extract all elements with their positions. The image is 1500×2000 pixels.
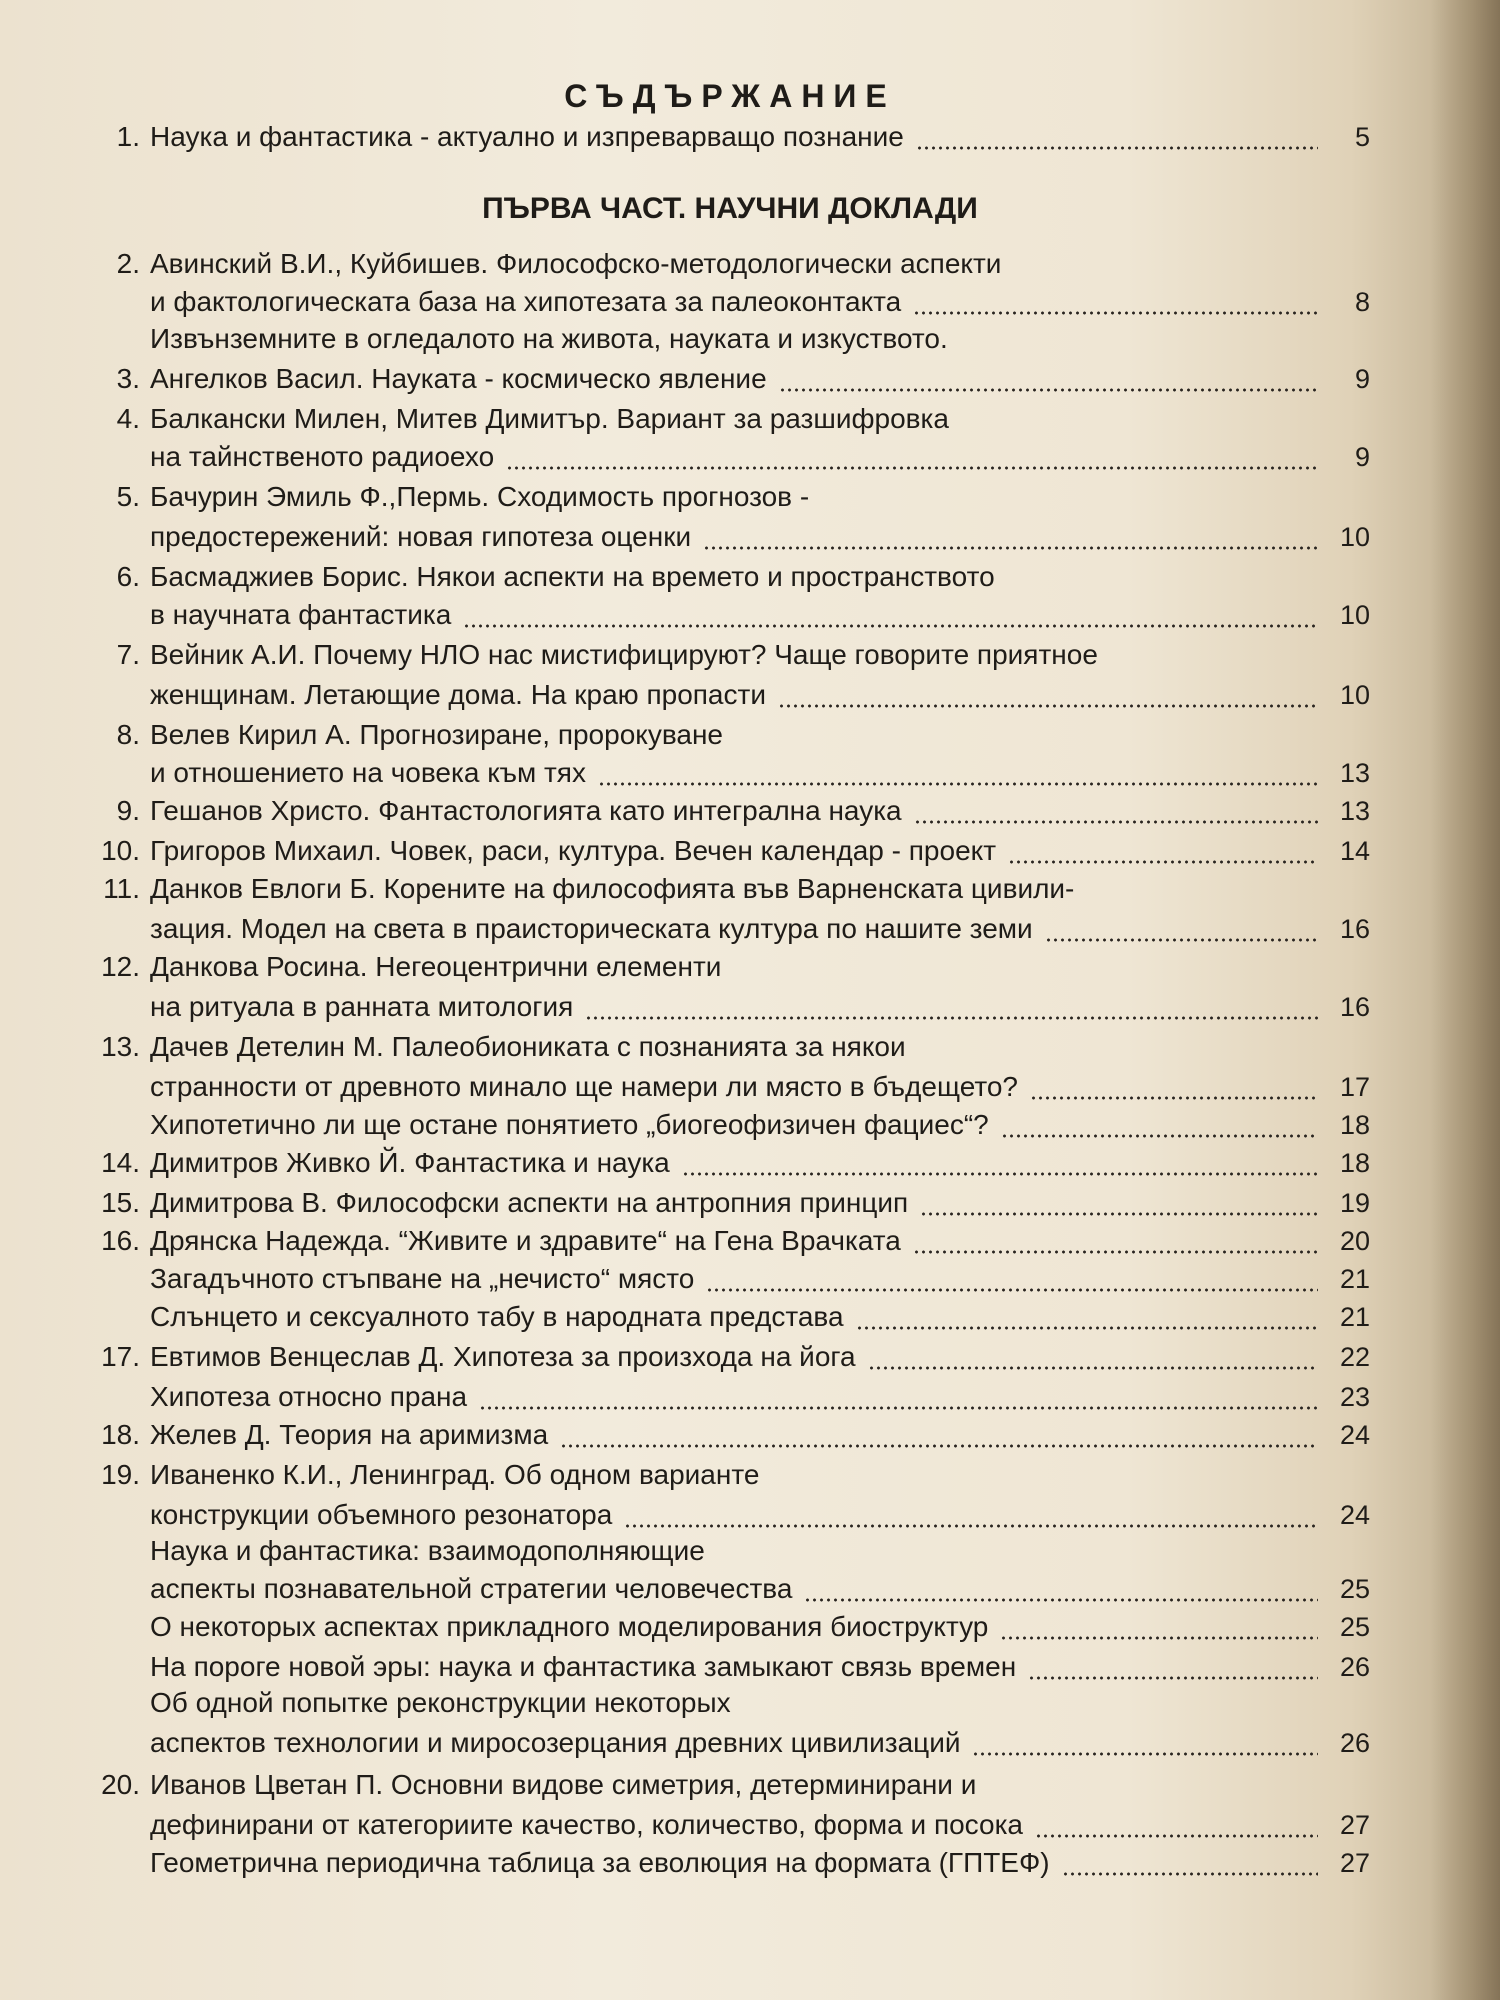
entry-title: и фактологическата база на хипотезата за палеоконтакта — [150, 286, 902, 317]
dot-leader — [1028, 1675, 1318, 1681]
toc-entry — [0, 1806, 1500, 1844]
entry-title: Велев Кирил А. Прогнозиране, пророкуване — [150, 719, 724, 750]
entry-number: 19. — [101, 1459, 140, 1490]
entry-title: Дачев Детелин М. Палеобиониката с познанията за някои — [150, 1031, 906, 1062]
entry-page-number: 24 — [1339, 1500, 1370, 1530]
entry-title: на ритуала в ранната митология — [150, 991, 574, 1022]
dot-leader — [560, 1443, 1318, 1449]
entry-number: 20. — [101, 1769, 140, 1800]
entry-page-number: 5 — [1354, 122, 1370, 152]
entry-title: Хипотетично ли ще остане понятието „биогеофизичен фациес“? — [150, 1109, 989, 1140]
entry-number: 12. — [101, 951, 140, 982]
entry-title: Авинский В.И., Куйбишев. Философско-методологически аспекти — [150, 248, 1002, 279]
entry-title: на тайнственото радиоехо — [150, 441, 495, 472]
entry-title: Григоров Михаил. Човек, раси, култура. Вечен календар - проект — [150, 835, 997, 866]
toc-entry — [0, 676, 1500, 714]
dot-leader — [598, 781, 1318, 787]
dot-leader — [703, 545, 1318, 551]
dot-leader — [463, 623, 1318, 629]
entry-number: 2. — [116, 248, 140, 279]
dot-leader — [804, 1597, 1318, 1603]
toc-entry — [0, 1298, 1500, 1336]
entry-title: в научната фантастика — [150, 599, 452, 630]
entry-title: Гешанов Христо. Фантастологията като интегрална наука — [150, 795, 902, 826]
entry-number: 8. — [116, 719, 140, 750]
entry-page-number: 25 — [1339, 1574, 1370, 1604]
entry-page-number: 13 — [1339, 796, 1370, 826]
entry-page-number: 25 — [1339, 1612, 1370, 1642]
entry-title: Иваненко К.И., Ленинград. Об одном варианте — [150, 1459, 760, 1490]
dot-leader — [1062, 1871, 1318, 1877]
dot-leader — [1045, 937, 1318, 943]
entry-number: 9. — [116, 795, 140, 826]
entry-number: 1. — [116, 121, 140, 152]
entry-title: Наука и фантастика - актуално и изпреварващо познание — [150, 121, 904, 152]
entry-page-number: 9 — [1354, 442, 1370, 472]
dot-leader — [779, 387, 1318, 393]
toc-entry — [0, 518, 1500, 556]
dot-leader — [916, 145, 1318, 151]
toc-entry — [0, 1570, 1500, 1608]
toc-entry — [0, 1684, 1500, 1722]
toc-entry — [0, 1416, 1500, 1454]
toc-entry — [0, 1338, 1500, 1376]
entry-title: Извънземните в огледалото на живота, науката и изкуството. — [150, 323, 948, 354]
dot-leader — [914, 819, 1318, 825]
entry-number: 15. — [101, 1187, 140, 1218]
entry-number: 7. — [116, 639, 140, 670]
dot-leader — [682, 1171, 1318, 1177]
toc-entry — [0, 1144, 1500, 1182]
entry-number: 18. — [101, 1419, 140, 1450]
toc-entry — [0, 1028, 1500, 1066]
entry-page-number: 13 — [1339, 758, 1370, 788]
entry-title: Димитрова В. Философски аспекти на антропния принцип — [150, 1187, 909, 1218]
entry-title: Димитров Живко Й. Фантастика и наука — [150, 1147, 670, 1178]
entry-title: Данкова Росина. Негеоцентрични елементи — [150, 951, 722, 982]
dot-leader — [868, 1365, 1318, 1371]
toc-entry — [0, 792, 1500, 830]
entry-page-number: 21 — [1339, 1302, 1370, 1332]
toc-entry — [0, 245, 1500, 283]
dot-leader — [856, 1325, 1318, 1331]
entry-page-number: 21 — [1339, 1264, 1370, 1294]
dot-leader — [778, 703, 1318, 709]
entry-title: Вейник А.И. Почему НЛО нас мистифицируют? Чаще говорите приятное — [150, 639, 1098, 670]
toc-entry — [0, 1532, 1500, 1570]
dot-leader — [920, 1211, 1318, 1217]
toc-entry — [0, 1184, 1500, 1222]
dot-leader — [624, 1523, 1318, 1529]
entry-page-number: 18 — [1339, 1110, 1370, 1140]
dot-leader — [585, 1015, 1318, 1021]
entry-number: 3. — [116, 363, 140, 394]
toc-entry — [0, 400, 1500, 438]
entry-title: Об одной попытке реконструкции некоторых — [150, 1687, 731, 1718]
toc-entry — [0, 1378, 1500, 1416]
entry-title: аспекты познавательной стратегии человечества — [150, 1573, 793, 1604]
entry-page-number: 26 — [1339, 1728, 1370, 1758]
toc-entry — [0, 832, 1500, 870]
dot-leader — [1008, 859, 1318, 865]
dot-leader — [1035, 1833, 1318, 1839]
entry-title: Слънцето и сексуалното табу в народната представа — [150, 1301, 844, 1332]
entry-number: 4. — [116, 403, 140, 434]
toc-entry — [0, 320, 1500, 358]
entry-page-number: 23 — [1339, 1382, 1370, 1412]
entry-title: зация. Модел на света в праисторическата култура по нашите земи — [150, 913, 1033, 944]
entry-title: Бачурин Эмиль Ф.,Пермь. Сходимость прогнозов - — [150, 481, 810, 512]
entry-title: конструкции объемного резонатора — [150, 1499, 613, 1530]
entry-title: На пороге новой эры: наука и фантастика замыкают связь времен — [150, 1651, 1017, 1682]
entry-title: Данков Евлоги Б. Корените на философията във Варненската цивили- — [150, 873, 1075, 904]
toc-entry — [0, 558, 1500, 596]
toc-entry — [0, 870, 1500, 908]
dot-leader — [1000, 1635, 1318, 1641]
entry-title: Иванов Цветан П. Основни видове симетрия, детерминирани и — [150, 1769, 977, 1800]
entry-title: Желев Д. Теория на аримизма — [150, 1419, 549, 1450]
entry-title: Дрянска Надежда. “Живите и здравите“ на Гена Врачката — [150, 1225, 901, 1256]
toc-entry — [0, 1068, 1500, 1106]
dot-leader — [913, 310, 1318, 316]
entry-page-number: 27 — [1339, 1810, 1370, 1840]
toc-entry — [0, 636, 1500, 674]
entry-page-number: 24 — [1339, 1420, 1370, 1450]
toc-entry — [0, 1724, 1500, 1762]
entry-page-number: 18 — [1339, 1148, 1370, 1178]
entry-title: О некоторых аспектах прикладного моделирования биоструктур — [150, 1611, 989, 1642]
toc-entry — [0, 754, 1500, 792]
entry-page-number: 8 — [1354, 287, 1370, 317]
entry-title: Хипотеза относно прана — [150, 1381, 468, 1412]
entry-page-number: 10 — [1339, 680, 1370, 710]
entry-page-number: 17 — [1339, 1072, 1370, 1102]
toc-entry — [0, 1766, 1500, 1804]
toc-entry — [0, 1456, 1500, 1494]
toc-entry — [0, 360, 1500, 398]
entry-title: Загадъчното стъпване на „нечисто“ място — [150, 1263, 695, 1294]
entry-page-number: 10 — [1339, 600, 1370, 630]
entry-title: Евтимов Венцеслав Д. Хипотеза за произхода на йога — [150, 1341, 856, 1372]
entry-number: 16. — [101, 1225, 140, 1256]
entry-title: Балкански Милен, Митев Димитър. Вариант за разшифровка — [150, 403, 949, 434]
entry-page-number: 16 — [1339, 992, 1370, 1022]
toc-entry — [0, 283, 1500, 321]
dot-leader — [706, 1287, 1318, 1293]
entry-title: женщинам. Летающие дома. На краю пропасти — [150, 679, 766, 710]
toc-entry — [0, 988, 1500, 1026]
toc-entry — [0, 1260, 1500, 1298]
toc-entry — [0, 1648, 1500, 1686]
entry-title: Басмаджиев Борис. Някои аспекти на времето и пространството — [150, 561, 995, 592]
entry-number: 11. — [103, 873, 140, 904]
entry-page-number: 20 — [1339, 1226, 1370, 1256]
toc-entry — [0, 716, 1500, 754]
toc-entry — [0, 910, 1500, 948]
dot-leader — [913, 1249, 1318, 1255]
entry-title: дефинирани от категориите качество, количество, форма и посока — [150, 1809, 1024, 1840]
toc-entry — [0, 596, 1500, 634]
entry-title: Наука и фантастика: взаимодополняющие — [150, 1535, 705, 1566]
toc-entry — [0, 1844, 1500, 1882]
entry-page-number: 14 — [1339, 836, 1370, 866]
section-heading: ПЪРВА ЧАСТ. НАУЧНИ ДОКЛАДИ — [482, 192, 978, 225]
dot-leader — [506, 465, 1318, 471]
entry-number: 14. — [101, 1147, 140, 1178]
dot-leader — [1030, 1095, 1318, 1101]
entry-title: Геометрична периодична таблица за еволюция на формата (ГПТЕФ) — [150, 1847, 1050, 1878]
entry-page-number: 16 — [1339, 914, 1370, 944]
toc-entry — [0, 1106, 1500, 1144]
entry-page-number: 22 — [1339, 1342, 1370, 1372]
dot-leader — [479, 1405, 1318, 1411]
dot-leader — [972, 1751, 1318, 1757]
toc-entry — [0, 1496, 1500, 1534]
contents-title: СЪДЪРЖАНИЕ — [564, 78, 896, 114]
entry-number: 13. — [101, 1031, 140, 1062]
entry-number: 10. — [101, 835, 140, 866]
dot-leader — [1001, 1133, 1318, 1139]
entry-title: аспектов технологии и миросозерцания древних цивилизаций — [150, 1727, 961, 1758]
toc-entry — [0, 948, 1500, 986]
entry-page-number: 9 — [1354, 364, 1370, 394]
entry-page-number: 19 — [1339, 1188, 1370, 1218]
toc-entry — [0, 118, 1500, 156]
toc-entry — [0, 1222, 1500, 1260]
toc-entry — [0, 1608, 1500, 1646]
entry-number: 6. — [116, 561, 140, 592]
entry-title: и отношението на човека към тях — [150, 757, 586, 788]
entry-title: Ангелков Васил. Науката - космическо явление — [150, 363, 767, 394]
toc-entry — [0, 478, 1500, 516]
entry-number: 5. — [116, 481, 140, 512]
entry-page-number: 26 — [1339, 1652, 1370, 1682]
entry-page-number: 10 — [1339, 522, 1370, 552]
entry-page-number: 27 — [1339, 1848, 1370, 1878]
entry-number: 17. — [101, 1341, 140, 1372]
entry-title: предостережений: новая гипотеза оценки — [150, 521, 692, 552]
toc-entry — [0, 438, 1500, 476]
entry-title: странности от древното минало ще намери ли място в бъдещето? — [150, 1071, 1018, 1102]
